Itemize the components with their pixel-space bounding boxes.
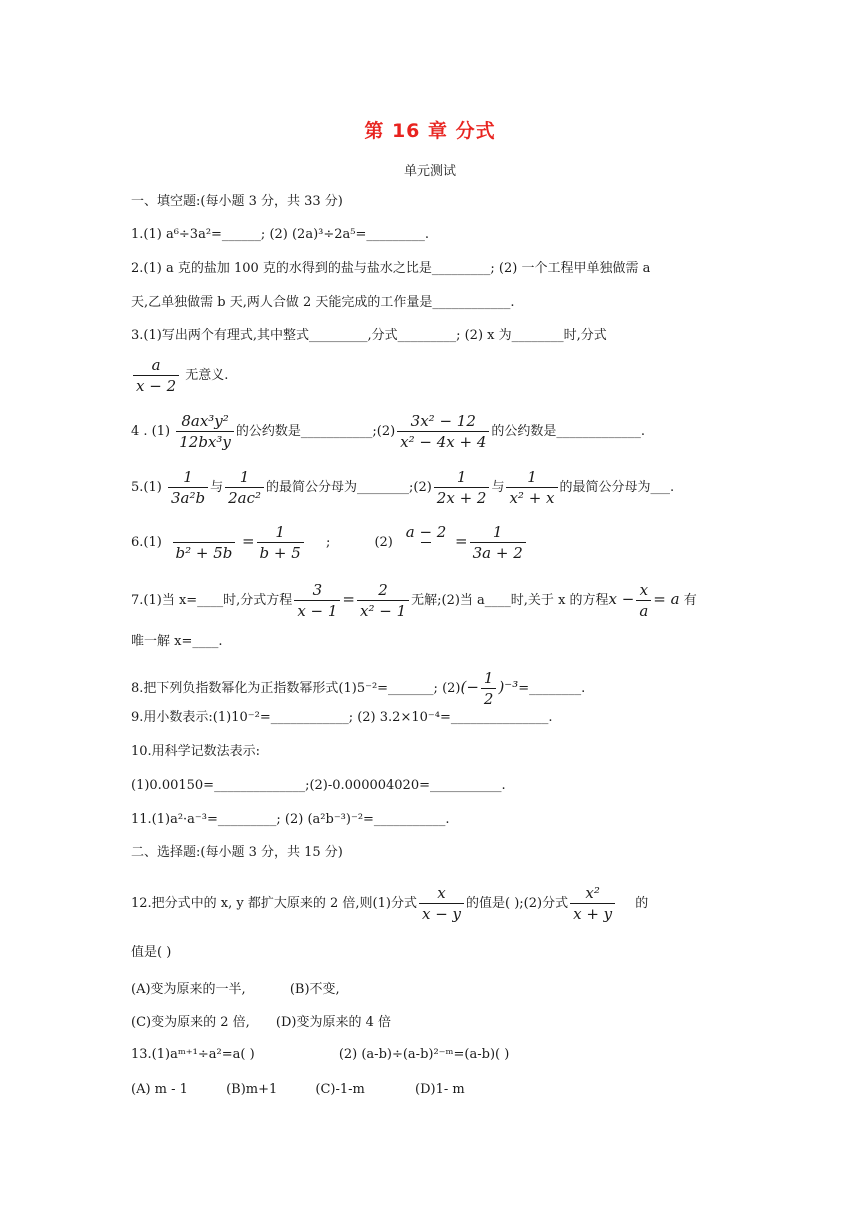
option-d: (D)变为原来的 4 倍 — [275, 1015, 392, 1030]
fraction: $\frac{1}{\text{3a²b}}$ — [168, 467, 208, 508]
question-1: 1.(1) a⁶÷3a²=______; (2) (2a)³÷2a⁵=_________. — [131, 227, 430, 242]
fraction-blank-numerator: b² + 5b — [168, 522, 240, 563]
page-subtitle: 单元测试 — [403, 164, 456, 179]
option-a: (A)变为原来的一半, — [131, 982, 246, 997]
question-9: 9.用小数表示:(1)10⁻²=____________; (2) 3.2×10⁻⁴=_______________. — [131, 710, 553, 725]
question-5: 5.(1) $\frac{1}{\text{3a²b}}$ 与 $\frac{1}{\text{2ac²}}$ 的最简公分母为________;(2) $\frac{1}{2x + 2}$ 与 $\frac{1}{\text{x² + x}}$ 的最简公分母为___. — [131, 468, 675, 507]
question-12-options-row1 — [131, 980, 340, 1000]
option-b: (B)不变, — [289, 982, 340, 997]
question-11: 11.(1)a²·a⁻³=_________; (2) (a²b⁻³)⁻²=___________. — [131, 812, 450, 827]
question-10-line2: (1)0.00150=______________;(2)-0.000004020=___________. — [131, 778, 506, 793]
fraction: $\frac{1}{3a + 2}$ — [470, 522, 526, 563]
fraction: $\frac{1}{2}$ — [481, 668, 497, 709]
question-12-line1: 12.把分式中的 x, y 都扩大原来的 2 倍,则(1)分式 $\frac{x}{x - y}$ 的值是( );(2)分式 $\frac{\text{x²}}{x + y}$ 的 — [131, 884, 649, 923]
fraction: $\frac{a}{x - 2}$ — [133, 355, 179, 396]
question-3-line2: $\frac{a}{x - 2}$ 无意义. — [131, 355, 228, 396]
fraction: $\frac{1}{\text{x² + x}}$ — [506, 467, 557, 508]
question-7-line2: 唯一解 x=____. — [131, 634, 223, 649]
fraction: $\frac{2}{\text{x² − 1}}$ — [357, 580, 409, 621]
question-4: 4 . (1) $\frac{\text{8ax³y²}}{\text{12bx³y}}$ 的公约数是___________;(2) $\frac{\text{3x² − 12}}{\text{x² − 4x + 4}}$ 的公约数是_____________. — [131, 412, 646, 451]
section2-heading: 二、选择题:(每小题 3 分，共 15 分) — [131, 845, 343, 860]
option-c: (C)-1-m — [315, 1082, 365, 1097]
option-d: (D)1- m — [415, 1082, 465, 1097]
fraction: $\frac{\text{x²}}{x + y}$ — [570, 883, 615, 924]
question-12-options-row2 — [131, 1013, 391, 1033]
question-2-line2: 天,乙单独做需 b 天,两人合做 2 天能完成的工作量是____________. — [131, 295, 515, 310]
fraction: $\frac{1}{\text{2ac²}}$ — [225, 467, 264, 508]
fraction: $\frac{1}{b + 5}$ — [257, 522, 304, 563]
question-12-line2: 值是( ) — [131, 945, 172, 960]
fraction: $\frac{\text{8ax³y²}}{\text{12bx³y}}$ — [176, 411, 234, 452]
fraction: $\frac{1}{2x + 2}$ — [434, 467, 490, 508]
fraction: $\frac{3}{x - 1}$ — [294, 580, 340, 621]
option-a: (A) m - 1 — [131, 1082, 188, 1097]
question-2-line1: 2.(1) a 克的盐加 100 克的水得到的盐与盐水之比是_________; (2) 一个工程甲单独做需 a — [131, 261, 651, 276]
question-13-options — [131, 1080, 465, 1100]
fraction-blank-denominator: a − 2 — [399, 522, 453, 563]
question-8: 8.把下列负指数幂化为正指数幂形式(1)5⁻²=_______; (2)(− $\frac{1}{2}$ )⁻³=________. — [131, 669, 586, 708]
question-13: 13.(1)aᵐ⁺¹÷a²=a( ) (2) (a-b)÷(a-b)²⁻ᵐ=(a-b)( ) — [131, 1047, 510, 1062]
fraction: $\frac{\text{3x² − 12}}{\text{x² − 4x + 4}}$ — [397, 411, 489, 452]
question-6: 6.(1) b² + 5b = $\frac{1}{b + 5}$ ; (2) a − 2 = $\frac{1}{3a + 2}$ — [131, 522, 528, 563]
page-title: 第 16 章 分式 — [364, 120, 496, 142]
fraction: $\frac{x}{x - y}$ — [419, 883, 464, 924]
option-b: (B)m+1 — [226, 1082, 278, 1097]
question-7-line1: 7.(1)当 x=____时,分式方程 $\frac{3}{x - 1}$ = $\frac{2}{\text{x² − 1}}$ 无解;(2)当 a____时,关于 x 的方程x − $\frac{x}{a}$ = a 有 — [131, 581, 697, 620]
question-3-line1: 3.(1)写出两个有理式,其中整式_________,分式_________; (2) x 为________时,分式 — [131, 328, 607, 343]
section1-heading: 一、填空题:(每小题 3 分，共 33 分) — [131, 194, 343, 209]
fraction: $\frac{x}{a}$ — [636, 580, 651, 621]
option-c: (C)变为原来的 2 倍, — [131, 1015, 250, 1030]
question-10-line1: 10.用科学记数法表示: — [131, 744, 261, 759]
